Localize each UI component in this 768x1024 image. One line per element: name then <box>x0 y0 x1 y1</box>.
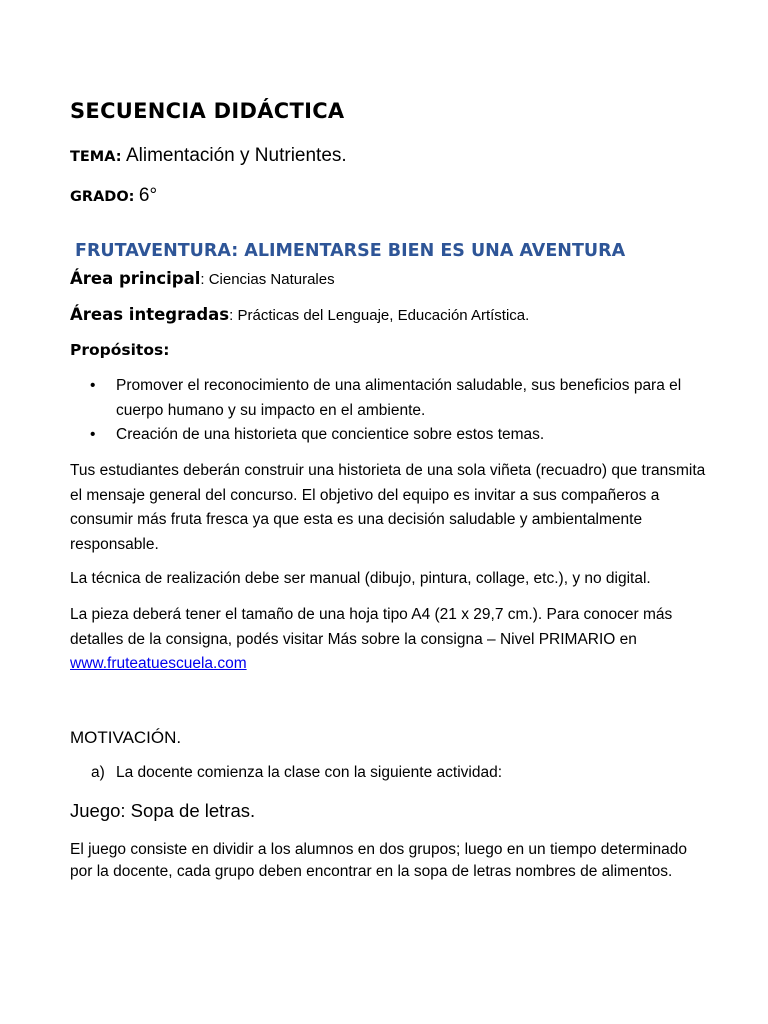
areas-integradas-line <box>70 305 529 325</box>
list-item <box>70 423 696 448</box>
tema-value: Alimentación y Nutrientes. <box>125 145 347 166</box>
area-principal-label: Área principal <box>70 269 201 288</box>
paragraph-tamano <box>70 603 710 677</box>
grado-value: 6° <box>138 185 158 206</box>
bullet-icon: • <box>90 426 96 443</box>
list-item <box>70 374 696 423</box>
juego-heading: Juego: Sopa de letras. <box>70 800 256 821</box>
item-marker: a) <box>91 764 105 781</box>
area-principal-line <box>70 269 335 289</box>
propositos-heading: Propósitos: <box>70 341 170 359</box>
activity-item-a <box>91 764 502 782</box>
paragraph-tamano-text: La pieza deberá tener el tamaño de una hoja tipo A4 (21 x 29,7 cm.). Para conocer más detalles de la consigna, podés visitar Más sobre la consigna – Nivel PRIMARIO en <box>70 606 673 648</box>
tema-label: TEMA: <box>70 149 122 165</box>
paragraph-juego: El juego consiste en dividir a los alumnos en dos grupos; luego en un tiempo determinado por la docente, cada grupo deben encontrar en la sopa de letras nombres de alimentos. <box>70 841 687 880</box>
list-item-text: Promover el reconocimiento de una alimentación saludable, sus beneficios para el cuerpo humano y su impacto en el ambiente. <box>116 377 682 419</box>
paragraph-tecnica: La técnica de realización debe ser manual (dibujo, pintura, collage, etc.), y no digital. <box>70 570 651 587</box>
area-principal-value: : Ciencias Naturales <box>200 271 335 288</box>
list-item-text: Creación de una historieta que concientice sobre estos temas. <box>116 426 545 443</box>
areas-integradas-value: : Prácticas del Lenguaje, Educación Artística. <box>229 307 530 324</box>
paragraph-intro: Tus estudiantes deberán construir una historieta de una sola viñeta (recuadro) que transmita el mensaje general del concurso. El objetivo del equipo es invitar a sus compañeros a consumir más fruta fresca ya que esta es una decisión saludable y ambientalmente responsable. <box>70 462 706 553</box>
section-heading: FRUTAVENTURA: ALIMENTARSE BIEN ES UNA AVENTURA <box>75 241 626 261</box>
bullet-icon: • <box>90 377 96 394</box>
grado-line <box>70 185 157 207</box>
grado-label: GRADO: <box>70 189 135 205</box>
areas-integradas-label: Áreas integradas <box>70 305 230 324</box>
tema-line <box>70 145 347 167</box>
fruteatuescuela-link[interactable]: www.fruteatuescuela.com <box>70 655 247 672</box>
propositos-list <box>70 374 710 448</box>
motivacion-heading: MOTIVACIÓN. <box>70 728 182 747</box>
item-text: La docente comienza la clase con la siguiente actividad: <box>116 764 503 781</box>
document-title: SECUENCIA DIDÁCTICA <box>70 99 345 123</box>
